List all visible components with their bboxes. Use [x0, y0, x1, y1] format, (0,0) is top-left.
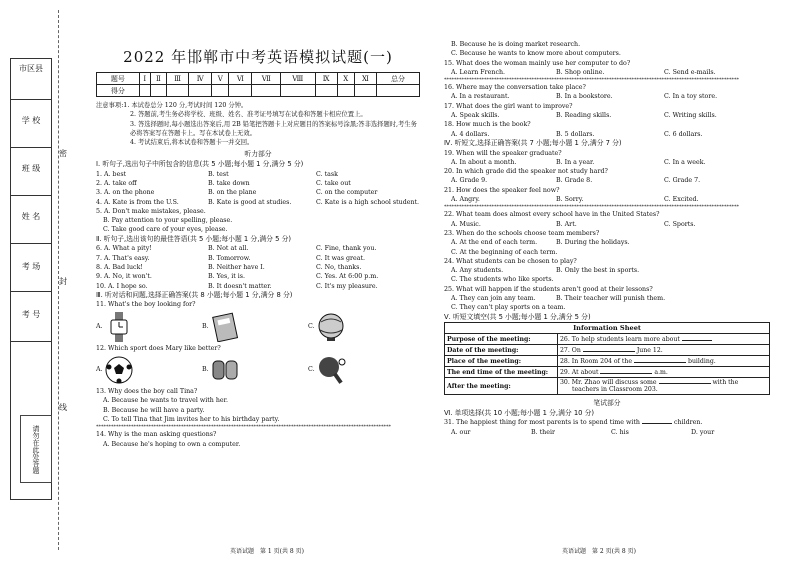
question-row: A. Angry. B. Sorry. C. Excited. [451, 196, 699, 204]
option: A. Because he's hoping to own a computer. [103, 440, 241, 448]
section-5-heading: Ⅴ. 听短文填空(共 5 小题;每小题 1 分,满分 5 分) [444, 312, 591, 321]
section-1-heading: Ⅰ. 听句子,选出句子中所包含的信息(共 5 小题;每小题 1 分,满分 5 分) [96, 160, 304, 169]
info-suffix: building. [687, 357, 716, 365]
score-header-cell: 题号 [97, 73, 140, 85]
question-row: A. They can join any team. B. Their teacher will punish them. [451, 295, 666, 303]
score-header-cell: Ⅲ [167, 73, 189, 85]
option: C. Take good care of your eyes, please. [103, 226, 228, 234]
watch-icon [103, 312, 135, 342]
question-row: A. Speak skills. B. Reading skills. C. Writing skills. [451, 112, 717, 120]
question-5: 5. A. Don't make mistakes, please. [96, 207, 206, 215]
option: C. Because he wants to know more about computers. [451, 50, 621, 58]
sidebar-field-district: 市区县 [19, 64, 43, 73]
question-row: 1. A. best B. test C. task [96, 170, 338, 178]
gloves-icon [209, 355, 241, 385]
question-row: 6. A. What a pity! B. Not at all. C. Fine, thank you. [96, 245, 377, 253]
question-22: 22. What team does almost every school have in the United States? [444, 211, 660, 219]
info-sheet-title: Information Sheet [445, 323, 770, 334]
option: B. Because he is doing market research. [451, 41, 581, 48]
score-header-cell: Ⅸ [315, 73, 337, 85]
note-line: 2. 答题前,考生务必将学校、班级、姓名、准考证号填写在试卷和答题卡相应位置上。 [130, 111, 367, 119]
info-prompt: 30. Mr. Zhao will discuss some [560, 379, 657, 387]
option: C. At the beginning of each term. [451, 248, 558, 256]
notes [96, 101, 420, 147]
sidebar-field-room: 考 场 [21, 262, 41, 271]
question-31: 31. The happiest thing for most parents is to spend time with children. [444, 419, 703, 427]
question-12: 12. Which sport does Mary like better? [96, 344, 221, 352]
information-sheet [444, 322, 770, 395]
answer-blank-27[interactable] [583, 351, 635, 352]
option: C. They can't play sports on a team. [451, 304, 566, 312]
globe-icon [315, 312, 347, 342]
answer-blank-28[interactable] [634, 362, 686, 363]
book-icon [209, 312, 241, 342]
option-label: B. [202, 366, 209, 374]
option: B. Because he will have a party. [103, 406, 205, 414]
score-table-header-row [97, 73, 420, 85]
question-13: 13. Why does the boy call Tina? [96, 388, 198, 396]
score-header-cell: 总分 [377, 73, 420, 85]
score-header-cell: Ⅶ [252, 73, 281, 85]
sidebar-field-name: 姓 名 [21, 212, 41, 221]
answer-blank-31[interactable] [642, 423, 672, 424]
info-suffix: June 12. [636, 346, 663, 354]
section-2-heading: Ⅱ. 听句子,选出该句的最佳答语(共 5 小题;每小题 1 分,满分 5 分) [96, 234, 292, 243]
no-answer-notice: 请勿在此处答题 [20, 415, 52, 483]
question-23: 23. When do the schools choose team members? [444, 229, 600, 237]
score-table [96, 72, 420, 97]
sidebar-field-number: 考 号 [21, 310, 41, 319]
info-prompt: 28. In Room 204 of the [560, 357, 633, 365]
question-row: A. Music. B. Art. C. Sports. [451, 220, 696, 228]
question-11: 11. What's the boy looking for? [96, 301, 196, 309]
answer-blank-29[interactable] [600, 373, 652, 374]
question-row: A. In a restaurant. B. In a bookstore. C. In a toy store. [451, 93, 718, 101]
question-20: 20. In which grade did the speaker not study hard? [444, 168, 608, 176]
exam-title: 2022 年邯郸市中考英语模拟试题(一) [123, 48, 393, 66]
info-row [445, 356, 770, 367]
question-row: 9. A. No, it won't. B. Yes, it is. C. Yes. At 6:00 p.m. [96, 273, 379, 281]
section-title-written: 笔试部分 [593, 399, 621, 408]
soccer-ball-icon [103, 355, 135, 385]
score-header-cell: Ⅰ [139, 73, 150, 85]
note-line: 3. 答选择题时,每小题选出答案后,用 2B 铅笔把答题卡上对应题目的答案标号涂黑;答非选择题时,考生务必将答案写在答题卡上。写在本试卷上无效。 [130, 120, 417, 137]
score-table-score-row [97, 85, 420, 97]
score-header-cell: Ⅷ [281, 73, 315, 85]
separator: ********************************************************************************************************************** [96, 424, 391, 431]
option-label: C. [308, 366, 315, 374]
info-prompt: 26. To help students learn more about [560, 335, 680, 343]
info-label: Place of the meeting: [445, 356, 558, 367]
cut-mark-seal: 密 [59, 149, 67, 158]
ping-pong-icon [315, 355, 347, 385]
score-header-cell: Ⅵ [229, 73, 252, 85]
question-24: 24. What students can be chosen to play? [444, 257, 577, 265]
info-label: Date of the meeting: [445, 345, 558, 356]
question-row: A. Any students. B. Only the best in sports. [451, 267, 640, 275]
question-row: 4. A. Kate is from the U.S. B. Kate is good at studies. C. Kate is a high school student. [96, 198, 420, 206]
info-row [445, 367, 770, 378]
question-row: A. 4 dollars. B. 5 dollars. C. 6 dollars. [451, 130, 703, 138]
answer-blank-30[interactable] [659, 383, 711, 384]
question-row: 10. A. I hope so. B. It doesn't matter. C. It's my pleasure. [96, 282, 378, 290]
page-footer-left: 英语试题 第 1 页(共 8 页) [230, 548, 304, 555]
info-row [445, 378, 770, 395]
info-prompt: 27. On [560, 346, 581, 354]
info-suffix: with the [712, 379, 739, 387]
info-continuation: teachers in Classroom 203. [572, 386, 658, 394]
question-21: 21. How does the speaker feel now? [444, 186, 560, 194]
info-suffix: a.m. [654, 368, 668, 376]
question-row: A. In about a month. B. In a year. C. In a week. [451, 158, 706, 166]
option-label: A. [96, 323, 103, 331]
question-15: 15. What does the woman mainly use her computer to do? [444, 59, 631, 67]
note-line: 4. 考试结束后,将本试卷和答题卡一并交回。 [130, 139, 254, 147]
question-row: A. At the end of each term. B. During the holidays. [451, 239, 630, 247]
question-row: 8. A. Bad luck! B. Neither have I. C. No, thanks. [96, 263, 362, 271]
option: A. Because he wants to travel with her. [103, 397, 228, 405]
section-3-heading: Ⅲ. 听对话和问题,选择正确答案(共 8 小题;每小题 1 分,满分 8 分) [96, 290, 293, 299]
option: B. Pay attention to your spelling, please. [103, 217, 233, 225]
info-label: The end time of the meeting: [445, 367, 558, 378]
question-row: 3. A. on the phone B. on the plane C. on the computer [96, 189, 378, 197]
section-title-listening: 听力部分 [244, 150, 272, 159]
section-6-heading: Ⅵ. 单项选择(共 10 小题;每小题 1 分,满分 10 分) [444, 408, 595, 417]
question-17: 17. What does the girl want to improve? [444, 102, 573, 110]
info-row [445, 334, 770, 345]
page-left [96, 10, 420, 449]
option: C. To tell Tina that Jim invites her to his birthday party. [103, 415, 280, 423]
question-row: A. Learn French. B. Shop online. C. Send e-mails. [451, 68, 716, 76]
question-25: 25. What will happen if the students aren't good at their lessons? [444, 285, 653, 293]
question-18: 18. How much is the book? [444, 121, 531, 129]
page-right [444, 10, 770, 437]
question-row: 2. A. take off B. take down C. take out [96, 179, 351, 187]
question-row: A. our B. their C. his D. your [451, 428, 715, 436]
score-header-cell: Ⅳ [189, 73, 212, 85]
question-12-images [96, 353, 420, 387]
option-label: B. [202, 323, 209, 331]
note-line: 注意事项:1. 本试卷总分 120 分,考试时间 120 分钟。 [96, 102, 248, 109]
cut-mark-line: 线 [59, 403, 67, 412]
question-19: 19. When will the speaker graduate? [444, 149, 562, 157]
page-footer-right: 英语试题 第 2 页(共 8 页) [562, 548, 636, 555]
info-row [445, 345, 770, 356]
cut-mark-seal-2: 封 [59, 277, 67, 286]
question-11-images [96, 310, 420, 344]
sidebar-field-school: 学 校 [21, 116, 41, 125]
score-header-cell: Ⅴ [212, 73, 229, 85]
question-row: A. Grade 9. B. Grade 8. C. Grade 7. [451, 177, 701, 185]
info-label: Purpose of the meeting: [445, 334, 558, 345]
question-14: 14. Why is the man asking questions? [96, 431, 217, 439]
sidebar-field-class: 班 级 [21, 164, 41, 173]
option-label: A. [96, 366, 103, 374]
option-label: C. [308, 323, 315, 331]
score-header-cell: Ⅱ [150, 73, 166, 85]
question-row: 7. A. That's easy. B. Tomorrow. C. It was great. [96, 254, 366, 262]
separator: ********************************************************************************************************************** [444, 77, 739, 84]
score-header-cell: Ⅺ [354, 73, 376, 85]
separator: ********************************************************************************************************************** [444, 204, 739, 211]
option: C. The students who like sports. [451, 276, 554, 284]
info-label: After the meeting: [445, 378, 558, 395]
info-prompt: 29. At about [560, 368, 599, 376]
section-4-heading: Ⅳ. 听短文,选择正确答案(共 7 小题;每小题 1 分,满分 7 分) [444, 138, 622, 147]
question-16: 16. Where may the conversation take place? [444, 84, 586, 92]
answer-blank-26[interactable] [682, 340, 712, 341]
score-header-cell: Ⅹ [337, 73, 354, 85]
score-row-label: 得分 [97, 85, 140, 97]
